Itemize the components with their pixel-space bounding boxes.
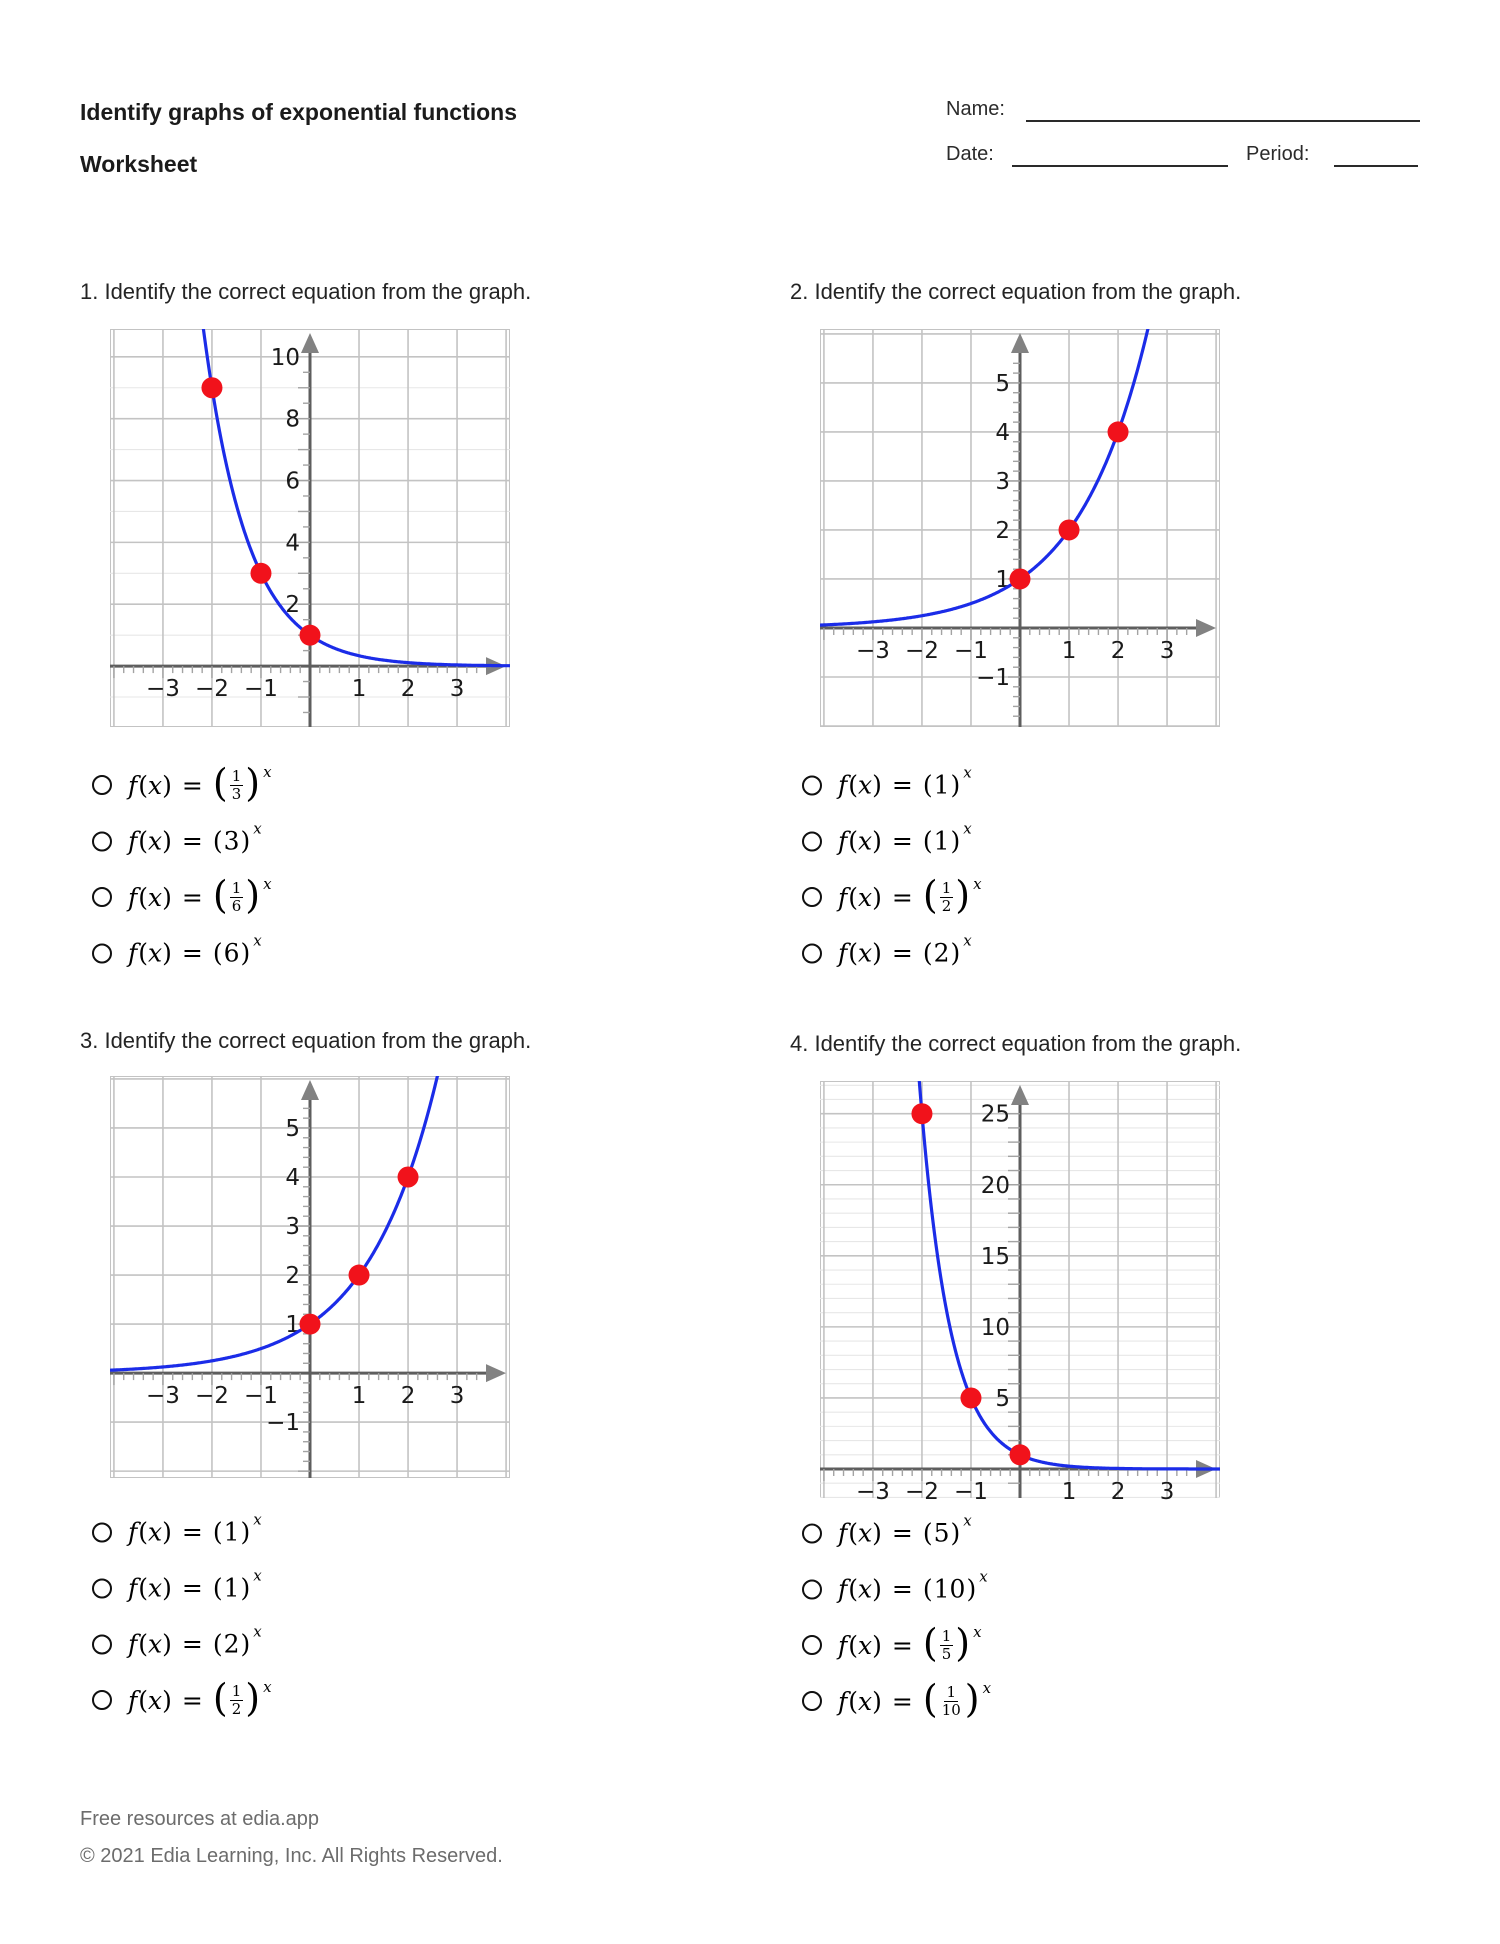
svg-text:2: 2 <box>285 1263 300 1290</box>
equation-text: f ( x ) = ( 1 ) x <box>128 1510 262 1547</box>
data-point <box>300 1314 321 1335</box>
data-point <box>1108 421 1129 442</box>
radio-button[interactable] <box>802 943 822 963</box>
svg-text:2: 2 <box>1110 1479 1126 1506</box>
answer-option[interactable] <box>802 1621 982 1665</box>
svg-text:−1: −1 <box>266 1410 300 1437</box>
svg-text:4: 4 <box>285 530 300 557</box>
svg-text:6: 6 <box>285 468 300 495</box>
answer-option[interactable] <box>802 931 972 968</box>
radio-button[interactable] <box>92 1578 112 1598</box>
svg-text:−3: −3 <box>145 676 180 703</box>
svg-text:−3: −3 <box>145 1383 180 1410</box>
svg-text:1: 1 <box>995 566 1010 593</box>
radio-button[interactable] <box>92 887 112 907</box>
radio-button[interactable] <box>802 887 822 907</box>
data-point <box>349 1265 370 1286</box>
radio-button[interactable] <box>92 943 112 963</box>
answer-option[interactable] <box>802 819 972 856</box>
answer-option[interactable] <box>92 1676 272 1720</box>
period-label: Period: <box>1246 143 1310 165</box>
equation-text: f ( x ) = ( 10 ) x <box>838 1567 988 1604</box>
svg-text:25: 25 <box>980 1101 1010 1128</box>
equation-text: f ( x ) = ( $\frac{1}{2}$ ) x <box>128 1676 272 1720</box>
svg-text:1: 1 <box>1061 1479 1077 1506</box>
answer-option[interactable] <box>92 873 272 917</box>
svg-text:3: 3 <box>1159 1479 1175 1506</box>
equation-text: f ( x ) = ( $\frac{1}{6}$ ) x <box>128 873 272 917</box>
question-4-prompt: 4. Identify the correct equation from the graph. <box>790 1031 1242 1056</box>
svg-text:−2: −2 <box>905 1479 939 1506</box>
data-point <box>1010 1444 1031 1465</box>
radio-button[interactable] <box>92 831 112 851</box>
equation-text: f ( x ) = ( $\frac{1}{10}$ ) x <box>838 1677 992 1721</box>
svg-text:−3: −3 <box>855 637 890 664</box>
graph-question-4 <box>820 1081 1220 1506</box>
data-point <box>911 1103 932 1124</box>
data-point <box>250 563 271 584</box>
date-blank-line <box>1012 143 1228 167</box>
data-point <box>960 1387 981 1408</box>
svg-text:4: 4 <box>285 1164 300 1191</box>
svg-text:10: 10 <box>980 1314 1010 1341</box>
date-label: Date: <box>946 143 994 165</box>
svg-text:1: 1 <box>351 1383 367 1410</box>
svg-text:5: 5 <box>995 1385 1010 1412</box>
radio-button[interactable] <box>802 775 822 795</box>
radio-button[interactable] <box>92 1690 112 1710</box>
graph-question-2 <box>820 329 1220 727</box>
equation-text: f ( x ) = ( $\frac{1}{3}$ ) x <box>128 761 272 805</box>
svg-text:−1: −1 <box>244 676 278 703</box>
svg-text:−2: −2 <box>195 1383 229 1410</box>
radio-button[interactable] <box>802 831 822 851</box>
equation-text: f ( x ) = ( $\frac{1}{2}$ ) x <box>838 873 982 917</box>
data-point <box>1059 519 1080 540</box>
graph-question-1 <box>110 329 510 727</box>
answer-option[interactable] <box>802 1567 988 1604</box>
answer-option[interactable] <box>802 763 972 800</box>
svg-text:1: 1 <box>285 1312 300 1339</box>
svg-text:8: 8 <box>285 406 300 433</box>
equation-text: f ( x ) = ( 5 ) x <box>838 1511 972 1548</box>
svg-text:2: 2 <box>400 676 416 703</box>
equation-text: f ( x ) = ( 2 ) x <box>838 931 972 968</box>
equation-text: f ( x ) = ( 2 ) x <box>128 1622 262 1659</box>
svg-text:4: 4 <box>995 419 1010 446</box>
name-blank-line <box>1026 98 1420 122</box>
radio-button[interactable] <box>92 1522 112 1542</box>
worksheet-title: Identify graphs of exponential functions <box>80 99 518 125</box>
svg-text:2: 2 <box>400 1383 416 1410</box>
question-1-prompt: 1. Identify the correct equation from the graph. <box>80 279 532 304</box>
svg-text:−1: −1 <box>954 637 988 664</box>
equation-text: f ( x ) = ( 1 ) x <box>838 819 972 856</box>
equation-text: f ( x ) = ( 1 ) x <box>838 763 972 800</box>
svg-text:15: 15 <box>980 1243 1010 1270</box>
svg-text:3: 3 <box>449 676 465 703</box>
answer-option[interactable] <box>92 1622 262 1659</box>
svg-text:1: 1 <box>1061 637 1077 664</box>
svg-text:−3: −3 <box>855 1479 890 1506</box>
data-point <box>300 625 321 646</box>
svg-text:−2: −2 <box>195 676 229 703</box>
svg-text:20: 20 <box>980 1172 1010 1199</box>
data-point <box>1010 568 1031 589</box>
radio-button[interactable] <box>802 1635 822 1655</box>
svg-text:10: 10 <box>270 344 300 371</box>
svg-text:3: 3 <box>995 468 1010 495</box>
svg-text:3: 3 <box>1159 637 1175 664</box>
data-point <box>201 377 222 398</box>
svg-text:−1: −1 <box>954 1479 988 1506</box>
radio-button[interactable] <box>802 1691 822 1711</box>
svg-text:2: 2 <box>995 517 1010 544</box>
svg-text:2: 2 <box>1110 637 1126 664</box>
graph-question-3 <box>110 1076 510 1478</box>
radio-button[interactable] <box>92 775 112 795</box>
svg-text:1: 1 <box>351 676 367 703</box>
svg-text:−2: −2 <box>905 637 939 664</box>
svg-text:−1: −1 <box>976 665 1010 692</box>
period-blank-line <box>1334 143 1418 167</box>
data-point <box>398 1166 419 1187</box>
equation-text: f ( x ) = ( 1 ) x <box>128 1566 262 1603</box>
svg-text:5: 5 <box>285 1115 300 1142</box>
radio-button[interactable] <box>92 1634 112 1654</box>
svg-text:2: 2 <box>285 592 300 619</box>
equation-text: f ( x ) = ( 6 ) x <box>128 931 262 968</box>
svg-text:3: 3 <box>449 1383 465 1410</box>
svg-text:−1: −1 <box>244 1383 278 1410</box>
name-label: Name: <box>946 98 1005 120</box>
worksheet-subtitle: Worksheet <box>80 151 198 177</box>
equation-text: f ( x ) = ( 3 ) x <box>128 819 262 856</box>
footer-copyright-text: © 2021 Edia Learning, Inc. All Rights Reserved. <box>80 1845 503 1867</box>
answer-option[interactable] <box>92 1566 262 1603</box>
footer-resources-text: Free resources at edia.app <box>80 1808 320 1830</box>
radio-button[interactable] <box>802 1523 822 1543</box>
answer-option[interactable] <box>802 1677 992 1721</box>
answer-option[interactable] <box>92 819 262 856</box>
answer-option[interactable] <box>92 761 272 805</box>
radio-button[interactable] <box>802 1579 822 1599</box>
question-3-prompt: 3. Identify the correct equation from the graph. <box>80 1028 532 1053</box>
equation-text: f ( x ) = ( $\frac{1}{5}$ ) x <box>838 1621 982 1665</box>
answer-option[interactable] <box>92 931 262 968</box>
answer-option[interactable] <box>92 1510 262 1547</box>
svg-text:3: 3 <box>285 1214 300 1241</box>
answer-option[interactable] <box>802 1511 972 1548</box>
svg-text:5: 5 <box>995 370 1010 397</box>
question-2-prompt: 2. Identify the correct equation from the graph. <box>790 279 1242 304</box>
answer-option[interactable] <box>802 873 982 917</box>
